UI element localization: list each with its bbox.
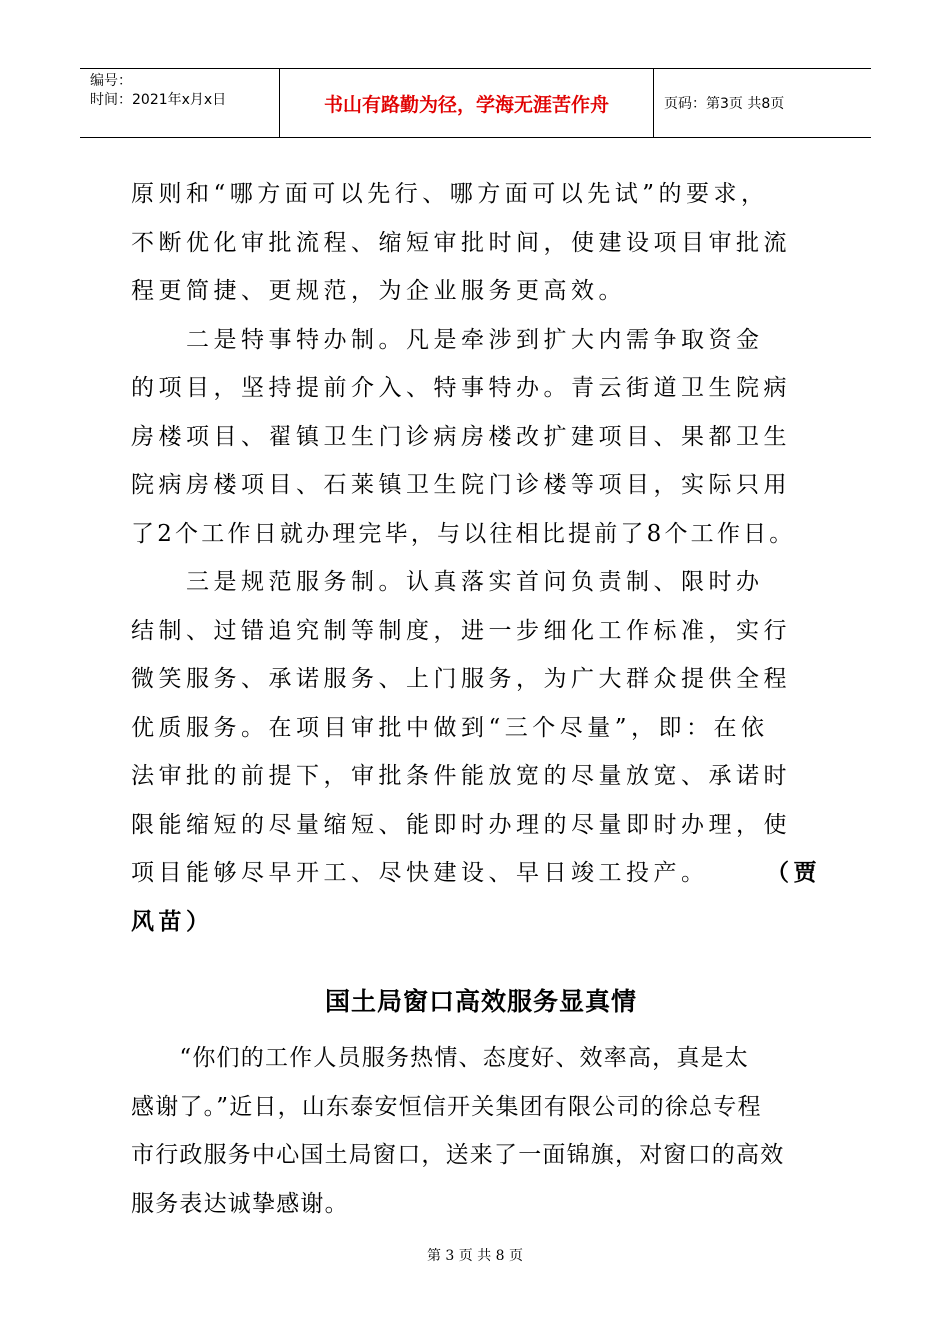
document-number-label: 编号： <box>90 73 132 89</box>
body-line: 限能缩短的尽量缩短、能即时办理的尽量即时办理，使 <box>131 811 791 838</box>
body-line: 法审批的前提下，审批条件能放宽的尽量放宽、承诺时 <box>131 763 791 789</box>
header-motto: 书山有路勤为径，学海无涯苦作舟 <box>280 69 654 137</box>
body-line: 优质服务。在项目审批中做到“三个尽量”，即：在依 <box>131 714 769 741</box>
body-line: 程更简捷、更规范，为企业服务更高效。 <box>131 278 626 304</box>
article-line: 服务表达诚挚感谢。 <box>131 1190 349 1217</box>
body-line: 三是规范服务制。认真落实首问负责制、限时办 <box>131 569 764 595</box>
body-line: 原则和“哪方面可以先行、哪方面可以先试”的要求， <box>131 181 769 207</box>
body-line: 的项目，坚持提前介入、特事特办。青云街道卫生院病 <box>131 375 791 401</box>
article-title: 国土局窗口高效服务显真情 <box>324 987 637 1016</box>
page-footer: 第 3 页 共 8 页 <box>426 1248 524 1264</box>
document-date: 时间：2021年x月x日 <box>90 92 227 108</box>
article-line: 市行政服务中心国土局窗口，送来了一面锦旗，对窗口的高效 <box>131 1142 785 1168</box>
body-line: 微笑服务、承诺服务、上门服务，为广大群众提供全程 <box>131 666 791 692</box>
body-line: 了2个工作日就办理完毕，与以往相比提前了8个工作日。 <box>131 520 796 547</box>
page-header <box>80 68 871 138</box>
article-line: 感谢了。”近日，山东泰安恒信开关集团有限公司的徐总专程 <box>131 1093 762 1120</box>
body-line-text: 项目能够尽早开工、尽快建设、早日竣工投产。 <box>131 860 709 886</box>
document-body <box>131 170 831 1228</box>
body-line: 不断优化审批流程、缩短审批时间，使建设项目审批流 <box>131 229 791 256</box>
body-line <box>131 849 831 898</box>
body-line: 房楼项目、翟镇卫生门诊病房楼改扩建项目、果都卫生 <box>131 423 791 450</box>
article-line: “你们的工作人员服务热情、态度好、效率高，真是太 <box>131 1045 749 1071</box>
body-line: 院病房楼项目、石莱镇卫生院门诊楼等项目，实际只用 <box>131 472 791 498</box>
header-page-info: 页码：第3页 共8页 <box>664 96 785 112</box>
body-line: 二是特事特办制。凡是牵涉到扩大内需争取资金 <box>131 326 764 353</box>
body-line: 结制、过错追究制等制度，进一步细化工作标准，实行 <box>131 617 791 644</box>
author-attribution-close: 风苗） <box>131 907 214 935</box>
author-attribution-open: （贾 <box>766 859 821 886</box>
header-meta <box>80 69 280 137</box>
